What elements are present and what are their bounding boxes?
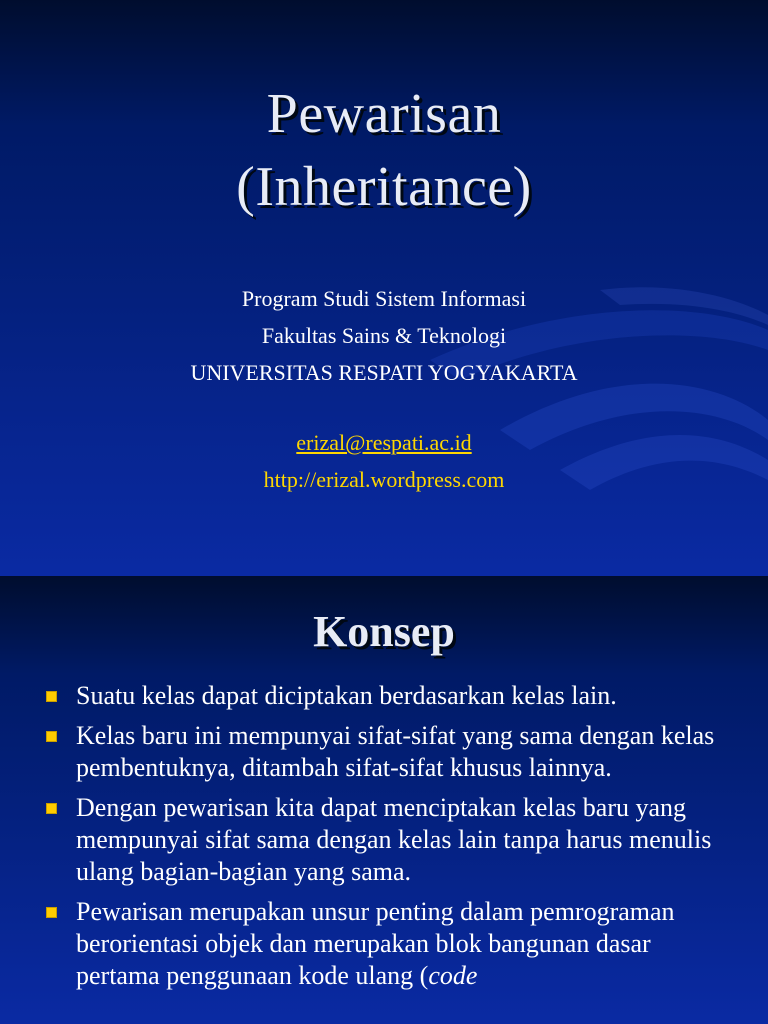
bullet-text: Pewarisan merupakan unsur penting dalam pemrograman berorientasi objek dan merupakan blok bangunan dasar pertama penggunaan kode ulang (	[76, 897, 675, 990]
website-link[interactable]: http://erizal.wordpress.com	[263, 467, 505, 492]
slide-title	[0, 78, 768, 224]
institution-info	[0, 280, 768, 391]
square-bullet-icon	[46, 731, 57, 742]
email-link[interactable]: erizal@respati.ac.id	[296, 430, 472, 455]
bullet-item	[46, 680, 726, 712]
title-line-1: Pewarisan	[266, 83, 502, 145]
square-bullet-icon	[46, 803, 57, 814]
bullet-item	[46, 720, 726, 784]
square-bullet-icon	[46, 691, 57, 702]
bullet-text: Suatu kelas dapat diciptakan berdasarkan kelas lain.	[76, 681, 617, 710]
faculty-name: Fakultas Sains & Teknologi	[261, 323, 507, 348]
bullet-item	[46, 792, 726, 888]
title-line-2: (Inheritance)	[236, 156, 532, 218]
square-bullet-icon	[46, 907, 57, 918]
contact-info	[0, 424, 768, 498]
bullet-text-italic: code	[428, 961, 478, 990]
concept-title: Konsep	[313, 607, 455, 656]
bullet-item	[46, 896, 726, 992]
email-line	[0, 424, 768, 461]
concept-slide	[0, 576, 768, 1024]
university-name: UNIVERSITAS RESPATI YOGYAKARTA	[190, 360, 578, 385]
bullet-text: Kelas baru ini mempunyai sifat-sifat yang sama dengan kelas pembentuknya, ditambah sifat-sifat khusus lainnya.	[76, 721, 715, 782]
bullet-text: Dengan pewarisan kita dapat menciptakan kelas baru yang mempunyai sifat sama dengan kelas lain tanpa harus menulis ulang bagian-bagian yang sama.	[76, 793, 712, 886]
program-name: Program Studi Sistem Informasi	[241, 286, 527, 311]
concept-bullet-list	[46, 680, 726, 1000]
